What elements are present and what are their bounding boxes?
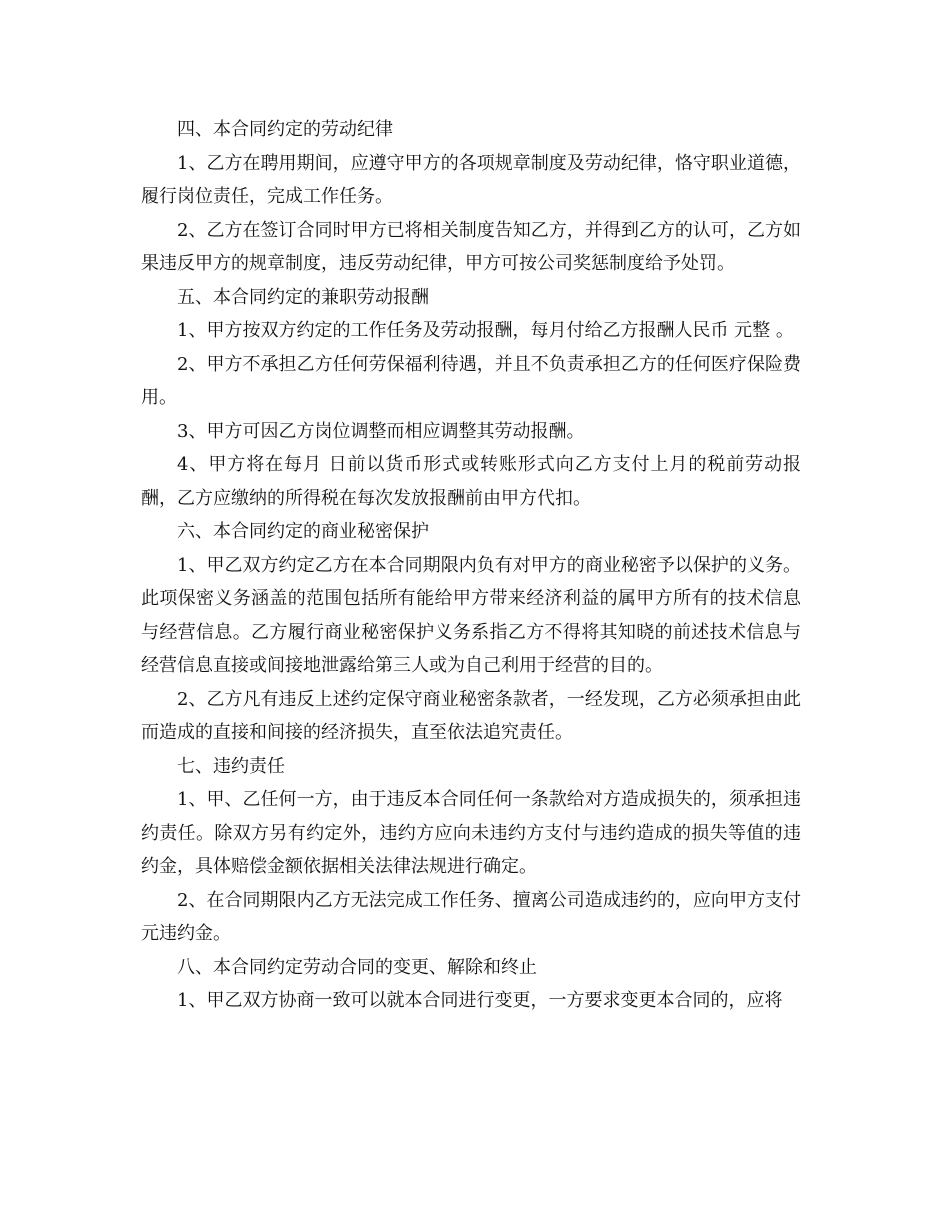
clause-8-1: 1、甲乙双方协商一致可以就本合同进行变更，一方要求变更本合同的，应将: [177, 990, 783, 1011]
section-heading-7: 七、违约责任: [177, 755, 285, 777]
clause-6-2: 2、乙方凡有违反上述约定保守商业秘密条款者，一经发现，乙方必须承担由此而造成的直接和间接的经济损失，直至依法追究责任。: [141, 688, 801, 743]
clause-7-2: 2、在合同期限内乙方无法完成工作任务、擅离公司造成违约的，应向甲方支付 元违约金。: [141, 889, 801, 944]
clause-5-1: 1、甲方按双方约定的工作任务及劳动报酬，每月付给乙方报酬人民币 元整 。: [177, 320, 794, 341]
clause-5-4: 4、甲方将在每月 日前以货币形式或转账形式向乙方支付上月的税前劳动报酬，乙方应缴纳的所得税在每次发放报酬前由甲方代扣。: [141, 454, 801, 509]
section-heading-6: 六、本合同约定的商业秘密保护: [177, 521, 429, 542]
section-heading-8: 八、本合同约定劳动合同的变更、解除和终止: [177, 956, 537, 978]
clause-4-1: 1、乙方在聘用期间，应遵守甲方的各项规章制度及劳动纪律，恪守职业道德，履行岗位责任，完成工作任务。: [141, 152, 801, 207]
document-page: [141, 113, 801, 1018]
clause-5-3: 3、甲方可因乙方岗位调整而相应调整其劳动报酬。: [177, 420, 585, 442]
section-heading-4: 四、本合同约定的劳动纪律: [177, 119, 393, 140]
section-heading-5: 五、本合同约定的兼职劳动报酬: [177, 286, 429, 308]
clause-4-2: 2、乙方在签订合同时甲方已将相关制度告知乙方，并得到乙方的认可，乙方如果违反甲方的规章制度，违反劳动纪律，甲方可按公司奖惩制度给予处罚。: [141, 219, 801, 274]
clause-5-2: 2、甲方不承担乙方任何劳保福利待遇，并且不负责承担乙方的任何医疗保险费用。: [141, 353, 801, 408]
clause-6-1: 1、甲乙双方约定乙方在本合同期限内负有对甲方的商业秘密予以保护的义务。此项保密义务涵盖的范围包括所有能给甲方带来经济利益的属甲方所有的技术信息与经营信息。乙方履行商业秘密保护义务系指乙方不得将其知晓的前述技术信息与经营信息直接或间接地泄露给第三人或为自己利用于经营的目的。: [141, 554, 801, 676]
clause-7-1: 1、甲、乙任何一方，由于违反本合同任何一条款给对方造成损失的，须承担违约责任。除双方另有约定外，违约方应向未违约方支付与违约造成的损失等值的违约金，具体赔偿金额依据相关法律法规进行确定。: [141, 789, 801, 877]
